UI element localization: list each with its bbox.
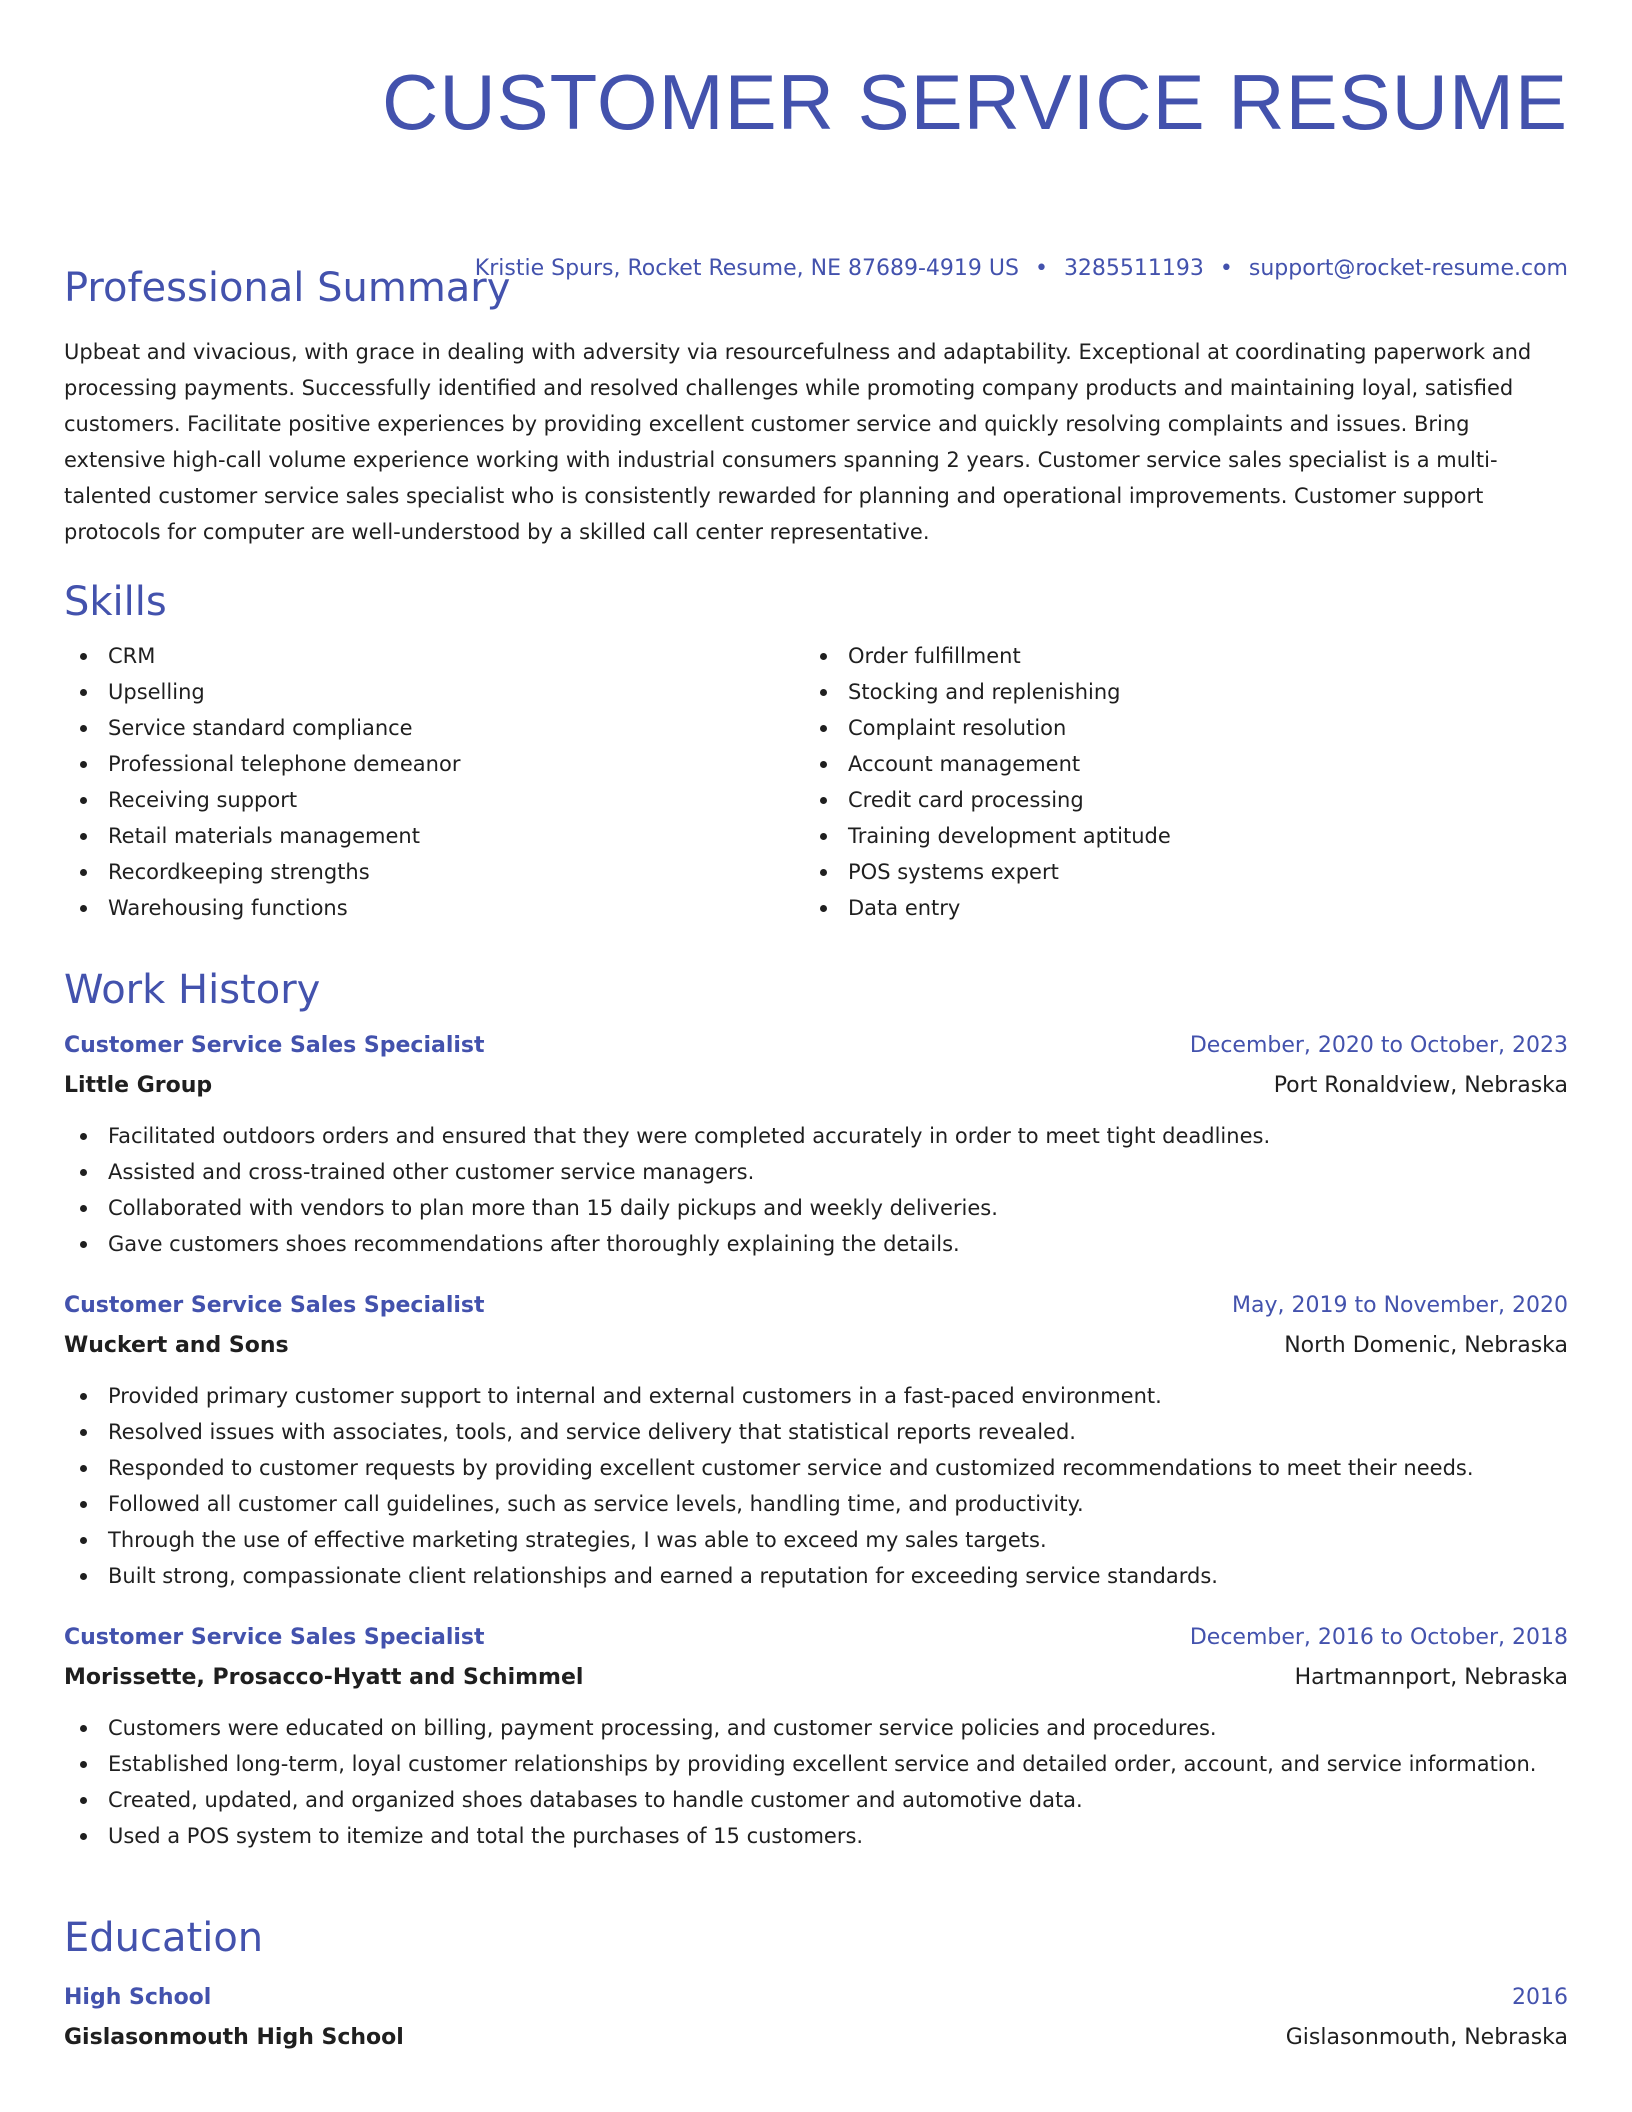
job-dates: May, 2019 to November, 2020 — [1232, 1293, 1568, 1318]
contact-email: support@rocket-resume.com — [1248, 256, 1568, 281]
job-bullet: Assisted and cross-trained other customer service managers. — [64, 1154, 1568, 1190]
education-section — [64, 1912, 1568, 2058]
skill-item: Warehousing functions — [64, 890, 804, 926]
job-title: Customer Service Sales Specialist — [64, 1033, 485, 1058]
job-company-row — [64, 1066, 1568, 1106]
skills-list-right — [804, 638, 1544, 926]
education-degree-row — [64, 1978, 1568, 2018]
job-bullet: Used a POS system to itemize and total the purchases of 15 customers. — [64, 1818, 1568, 1854]
contact-separator: • — [1219, 256, 1233, 281]
job-company: Little Group — [64, 1073, 213, 1098]
job-dates: December, 2016 to October, 2018 — [1189, 1625, 1568, 1650]
job-bullets — [64, 1378, 1568, 1594]
skill-item: Training development aptitude — [804, 818, 1544, 854]
summary-text: Upbeat and vivacious, with grace in dealing with adversity via resourcefulness and adaptability. Exceptional at coordinating paperwork and processing payments. Successfully identified and resolved challenges while promoting company products and maintaining loyal, satisfied customers. Facilitate positive experiences by providing excellent customer service and quickly resolving complaints and issues. Bring extensive high-call volume experience working with industrial consumers spanning 2 years. Customer service sales specialist is a multi-talented customer service sales specialist who is consistently rewarded for planning and operational improvements. Customer support protocols for computer are well-understood by a skilled call center representative. — [64, 340, 1532, 544]
job-location: Hartmannport, Nebraska — [1294, 1665, 1568, 1690]
job-bullet: Followed all customer call guidelines, such as service levels, handling time, and productivity. — [64, 1486, 1568, 1522]
section-heading: Professional Summary — [64, 265, 511, 311]
skills-list-left — [64, 638, 804, 926]
job-title: Customer Service Sales Specialist — [64, 1625, 485, 1650]
section-heading: Work History — [64, 967, 321, 1013]
skill-item: Complaint resolution — [804, 710, 1544, 746]
job-bullet: Facilitated outdoors orders and ensured that they were completed accurately in order to meet tight deadlines. — [64, 1118, 1568, 1154]
job-bullet: Established long-term, loyal customer relationships by providing excellent service and detailed order, account, and service information. — [64, 1746, 1568, 1782]
job-bullet: Gave customers shoes recommendations after thoroughly explaining the details. — [64, 1226, 1568, 1262]
job-entry — [64, 1618, 1568, 1854]
professional-summary-section — [64, 262, 1568, 550]
job-bullet: Customers were educated on billing, payment processing, and customer service policies and procedures. — [64, 1710, 1568, 1746]
job-entry — [64, 1026, 1568, 1262]
skill-item: POS systems expert — [804, 854, 1544, 890]
job-bullet: Built strong, compassionate client relationships and earned a reputation for exceeding service standards. — [64, 1558, 1568, 1594]
education-degree: High School — [64, 1985, 212, 2010]
job-company: Wuckert and Sons — [64, 1333, 289, 1358]
education-location: Gislasonmouth, Nebraska — [1285, 2025, 1568, 2050]
contact-phone: 3285511193 — [1063, 256, 1204, 281]
skill-item: Receiving support — [64, 782, 804, 818]
skill-item: Upselling — [64, 674, 804, 710]
job-bullet: Responded to customer requests by providing excellent customer service and customized recommendations to meet their needs. — [64, 1450, 1568, 1486]
job-bullets — [64, 1710, 1568, 1854]
job-title-row — [64, 1286, 1568, 1326]
resume-title: CUSTOMER SERVICE RESUME — [382, 58, 1568, 146]
job-title-row — [64, 1026, 1568, 1066]
job-location: North Domenic, Nebraska — [1284, 1333, 1568, 1358]
skill-item: CRM — [64, 638, 804, 674]
education-school-row — [64, 2018, 1568, 2058]
section-heading: Education — [64, 1915, 264, 1961]
education-entry — [64, 1978, 1568, 2058]
skill-item: Data entry — [804, 890, 1544, 926]
skill-item: Credit card processing — [804, 782, 1544, 818]
job-company-row — [64, 1658, 1568, 1698]
job-bullet: Created, updated, and organized shoes databases to handle customer and automotive data. — [64, 1782, 1568, 1818]
job-company: Morissette, Prosacco-Hyatt and Schimmel — [64, 1665, 584, 1690]
job-title: Customer Service Sales Specialist — [64, 1293, 485, 1318]
job-dates: December, 2020 to October, 2023 — [1189, 1033, 1568, 1058]
education-year: 2016 — [1512, 1985, 1568, 2010]
skill-item: Recordkeeping strengths — [64, 854, 804, 890]
job-company-row — [64, 1326, 1568, 1366]
section-heading: Skills — [64, 579, 167, 625]
skill-item: Retail materials management — [64, 818, 804, 854]
job-bullet: Resolved issues with associates, tools, and service delivery that statistical reports revealed. — [64, 1414, 1568, 1450]
education-school: Gislasonmouth High School — [64, 2025, 404, 2050]
skill-item: Order fulfillment — [804, 638, 1544, 674]
skill-item: Service standard compliance — [64, 710, 804, 746]
job-title-row — [64, 1618, 1568, 1658]
skill-item: Professional telephone demeanor — [64, 746, 804, 782]
job-bullet: Provided primary customer support to internal and external customers in a fast-paced environment. — [64, 1378, 1568, 1414]
contact-separator: • — [1034, 256, 1048, 281]
job-bullet: Through the use of effective marketing strategies, I was able to exceed my sales targets. — [64, 1522, 1568, 1558]
job-bullet: Collaborated with vendors to plan more than 15 daily pickups and weekly deliveries. — [64, 1190, 1568, 1226]
job-bullets — [64, 1118, 1568, 1262]
skill-item: Account management — [804, 746, 1544, 782]
job-location: Port Ronaldview, Nebraska — [1273, 1073, 1568, 1098]
work-history-section — [64, 964, 1568, 1854]
contact-address: Kristie Spurs, Rocket Resume, NE 87689-4919 US — [474, 256, 1019, 281]
skill-item: Stocking and replenishing — [804, 674, 1544, 710]
skills-columns — [64, 638, 1568, 926]
skills-section — [64, 576, 1568, 926]
job-entry — [64, 1286, 1568, 1594]
